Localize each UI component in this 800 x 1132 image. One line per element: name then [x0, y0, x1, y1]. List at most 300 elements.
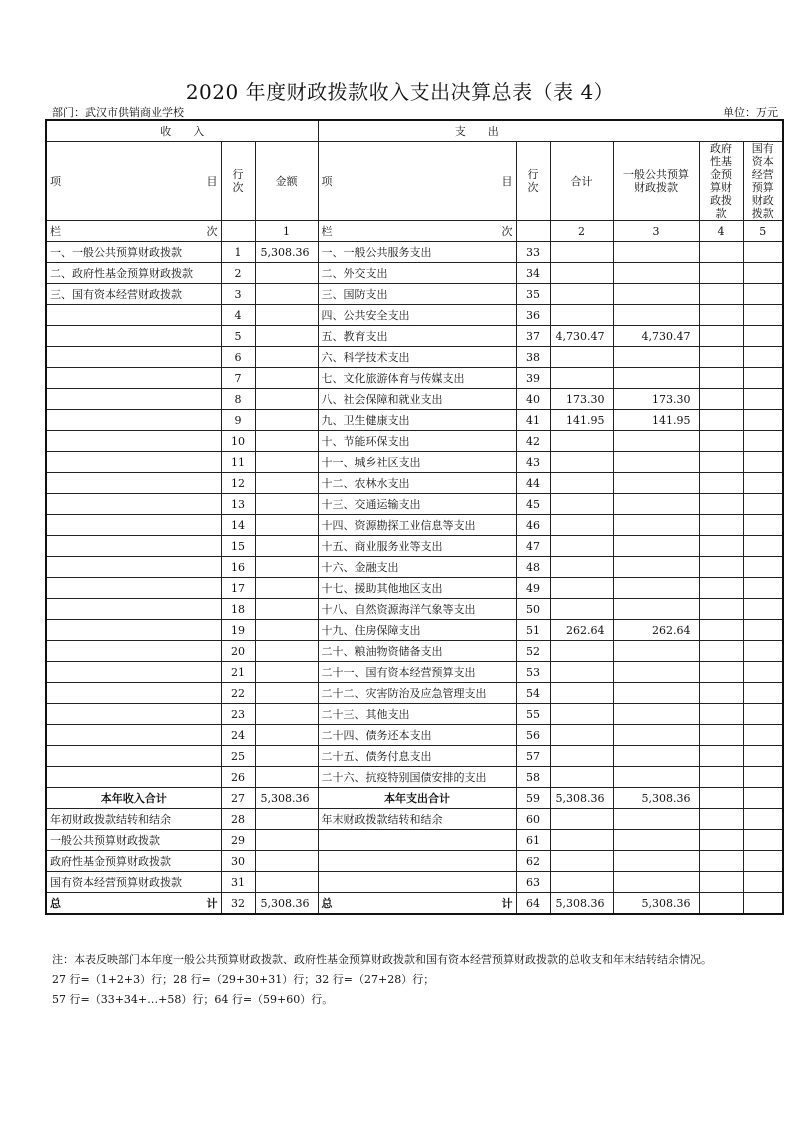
empty-cell [516, 221, 550, 242]
cell-general: 5,308.36 [613, 893, 699, 915]
cell-total [550, 683, 613, 704]
cell-in-no: 20 [221, 641, 255, 662]
cell-fund [699, 746, 743, 767]
cell-total [550, 536, 613, 557]
cell-ex-no: 57 [516, 746, 550, 767]
cell-capital [743, 578, 783, 599]
cell-in-no: 4 [221, 305, 255, 326]
cell-total [550, 431, 613, 452]
cell-capital [743, 494, 783, 515]
column-header-row [46, 142, 783, 221]
table-row [46, 599, 783, 620]
cell-in-item [46, 389, 221, 410]
cell-in-no: 13 [221, 494, 255, 515]
cell-total: 4,730.47 [550, 326, 613, 347]
cell-general [613, 473, 699, 494]
cell-total [550, 305, 613, 326]
cell-ex-item: 七、文化旅游体育与传媒支出 [318, 368, 516, 389]
cell-capital [743, 557, 783, 578]
cell-ex-item [318, 872, 516, 893]
cell-total [550, 515, 613, 536]
cell-general [613, 557, 699, 578]
cell-total [550, 473, 613, 494]
cell-total [550, 284, 613, 305]
table-row [46, 431, 783, 452]
cell-in-item [46, 599, 221, 620]
cell-capital [743, 704, 783, 725]
column-index-row [46, 221, 783, 242]
table-row [46, 263, 783, 284]
cell-fund [699, 284, 743, 305]
total-header: 合计 [550, 142, 613, 221]
cell-fund [699, 662, 743, 683]
cell-ex-no: 51 [516, 620, 550, 641]
cell-in-amt [255, 683, 318, 704]
expense-item-header [318, 142, 516, 221]
cell-in-item: 一般公共预算财政拨款 [46, 830, 221, 851]
cell-ex-item: 六、科学技术支出 [318, 347, 516, 368]
cell-ex-no: 63 [516, 872, 550, 893]
cell-in-item: 本年收入合计 [46, 788, 221, 809]
cell-general [613, 452, 699, 473]
cell-ex-no: 55 [516, 704, 550, 725]
cell-ex-no: 59 [516, 788, 550, 809]
gov-fund-header: 政府性基金预算财政拨款 [699, 142, 743, 221]
cell-fund [699, 515, 743, 536]
cell-total [550, 851, 613, 872]
cell-general [613, 872, 699, 893]
table-row [46, 284, 783, 305]
cell-ex-item: 二十四、债务还本支出 [318, 725, 516, 746]
cell-in-amt [255, 578, 318, 599]
cell-in-item: 二、政府性基金预算财政拨款 [46, 263, 221, 284]
cell-general: 5,308.36 [613, 788, 699, 809]
cell-ex-no: 40 [516, 389, 550, 410]
cell-fund [699, 242, 743, 263]
col-index-3: 3 [613, 221, 699, 242]
cell-in-item [46, 536, 221, 557]
cell-ex-item: 二十五、债务付息支出 [318, 746, 516, 767]
cell-in-no: 23 [221, 704, 255, 725]
cell-ex-item [318, 851, 516, 872]
table-row [46, 347, 783, 368]
cell-ex-item: 十八、自然资源海洋气象等支出 [318, 599, 516, 620]
cell-total [550, 242, 613, 263]
cell-ex-no: 45 [516, 494, 550, 515]
cell-capital [743, 410, 783, 431]
cell-in-amt [255, 767, 318, 788]
cell-ex-no: 33 [516, 242, 550, 263]
cell-in-no: 10 [221, 431, 255, 452]
cell-in-amt [255, 809, 318, 830]
cell-in-no: 25 [221, 746, 255, 767]
cell-fund [699, 305, 743, 326]
cell-in-no: 28 [221, 809, 255, 830]
cell-in-no: 15 [221, 536, 255, 557]
subtotal-row [46, 788, 783, 809]
col-index-label [46, 221, 221, 242]
cell-capital [743, 452, 783, 473]
table-row [46, 473, 783, 494]
cell-ex-item: 八、社会保障和就业支出 [318, 389, 516, 410]
cell-ex-no: 46 [516, 515, 550, 536]
cell-in-no: 8 [221, 389, 255, 410]
cell-ex-item [318, 830, 516, 851]
notes [52, 950, 712, 1010]
cell-ex-item: 十二、农林水支出 [318, 473, 516, 494]
cell-capital [743, 620, 783, 641]
cell-in-item [46, 557, 221, 578]
cell-general [613, 662, 699, 683]
section-header-row [46, 120, 783, 142]
table-row [46, 452, 783, 473]
carryover-row [46, 872, 783, 893]
cell-ex-item: 年末财政拨款结转和结余 [318, 809, 516, 830]
cell-in-no: 27 [221, 788, 255, 809]
total-left-char: 总 [321, 897, 333, 910]
cell-capital [743, 515, 783, 536]
table-row [46, 704, 783, 725]
table-row [46, 494, 783, 515]
table-row [46, 368, 783, 389]
cell-general [613, 704, 699, 725]
budget-table [45, 119, 784, 915]
cell-ex-no: 43 [516, 452, 550, 473]
cell-ex-no: 60 [516, 809, 550, 830]
cell-ex-no: 48 [516, 557, 550, 578]
cell-capital [743, 263, 783, 284]
note-line: 注：本表反映部门本年度一般公共预算财政拨款、政府性基金预算财政拨款和国有资本经营预算财政拨款的总收支和年末结转结余情况。 [52, 953, 712, 966]
cell-ex-item: 十四、资源勘探工业信息等支出 [318, 515, 516, 536]
cell-total [550, 746, 613, 767]
cell-in-amt [255, 536, 318, 557]
note-line: 27 行=（1+2+3）行；28 行=（29+30+31）行；32 行=（27+28）行； [52, 973, 435, 986]
table-row [46, 536, 783, 557]
cell-ex-item: 九、卫生健康支出 [318, 410, 516, 431]
cell-capital [743, 347, 783, 368]
table-row [46, 620, 783, 641]
col-index-2: 2 [550, 221, 613, 242]
cell-fund [699, 368, 743, 389]
cell-fund [699, 494, 743, 515]
cell-ex-item: 二、外交支出 [318, 263, 516, 284]
cell-in-no: 29 [221, 830, 255, 851]
cell-in-amt [255, 368, 318, 389]
cell-fund [699, 263, 743, 284]
cell-ex-item: 十九、住房保障支出 [318, 620, 516, 641]
cell-in-no: 6 [221, 347, 255, 368]
page-title: 2020 年度财政拨款收入支出决算总表（表 4） [185, 80, 615, 104]
cell-in-amt [255, 263, 318, 284]
cell-in-amt [255, 872, 318, 893]
cell-in-item [46, 704, 221, 725]
cell-in-amt [255, 557, 318, 578]
cell-in-amt [255, 515, 318, 536]
cell-general [613, 347, 699, 368]
cell-in-no: 32 [221, 893, 255, 915]
cell-ex-no: 34 [516, 263, 550, 284]
cell-fund [699, 725, 743, 746]
cell-total: 5,308.36 [550, 893, 613, 915]
amount-header: 金额 [255, 142, 318, 221]
cell-in-amt [255, 599, 318, 620]
table-row [46, 410, 783, 431]
cell-in-no: 3 [221, 284, 255, 305]
cell-ex-no: 38 [516, 347, 550, 368]
cell-general [613, 515, 699, 536]
cell-ex-item: 三、国防支出 [318, 284, 516, 305]
cell-general [613, 809, 699, 830]
cell-total [550, 872, 613, 893]
cell-in-item: 政府性基金预算财政拨款 [46, 851, 221, 872]
cell-fund [699, 620, 743, 641]
cell-capital [743, 767, 783, 788]
cell-ex-item: 十七、援助其他地区支出 [318, 578, 516, 599]
cell-total [550, 725, 613, 746]
cell-in-amt [255, 746, 318, 767]
cell-in-no: 9 [221, 410, 255, 431]
cell-ex-item: 二十、粮油物资储备支出 [318, 641, 516, 662]
cell-total [550, 599, 613, 620]
cell-in-amt [255, 662, 318, 683]
cell-fund [699, 326, 743, 347]
cell-fund [699, 347, 743, 368]
cell-in-item [46, 746, 221, 767]
cell-ex-item: 四、公共安全支出 [318, 305, 516, 326]
cell-capital [743, 242, 783, 263]
cell-in-item [46, 347, 221, 368]
cell-in-amt [255, 305, 318, 326]
cell-capital [743, 725, 783, 746]
cell-ex-item: 二十二、灾害防治及应急管理支出 [318, 683, 516, 704]
cell-fund [699, 767, 743, 788]
cell-in-no: 17 [221, 578, 255, 599]
cell-ex-item: 十六、金融支出 [318, 557, 516, 578]
cell-in-no: 21 [221, 662, 255, 683]
cell-ex-no: 54 [516, 683, 550, 704]
cell-in-amt [255, 389, 318, 410]
cell-general [613, 851, 699, 872]
expense-row-no-header: 行次 [516, 142, 550, 221]
col-right-label: 次 [206, 225, 218, 238]
cell-ex-item: 本年支出合计 [318, 788, 516, 809]
table-row [46, 725, 783, 746]
cell-fund [699, 872, 743, 893]
cell-in-amt [255, 641, 318, 662]
cell-in-item: 国有资本经营预算财政拨款 [46, 872, 221, 893]
cell-in-no: 1 [221, 242, 255, 263]
total-left-char: 总 [50, 897, 61, 910]
cell-total: 262.64 [550, 620, 613, 641]
cell-ex-no: 61 [516, 830, 550, 851]
cell-in-no: 22 [221, 683, 255, 704]
item-left-label: 项 [50, 175, 61, 188]
cell-in-amt [255, 851, 318, 872]
col-index-5: 5 [743, 221, 783, 242]
cell-in-amt: 5,308.36 [255, 242, 318, 263]
cell-total [550, 767, 613, 788]
cell-fund [699, 431, 743, 452]
cell-in-amt: 5,308.36 [255, 893, 318, 915]
cell-ex-no: 37 [516, 326, 550, 347]
col-left-label: 栏 [50, 225, 61, 238]
cell-total [550, 578, 613, 599]
cell-ex-no: 56 [516, 725, 550, 746]
cell-capital [743, 599, 783, 620]
cell-in-no: 19 [221, 620, 255, 641]
cell-in-no: 24 [221, 725, 255, 746]
cell-total [550, 641, 613, 662]
table-row [46, 683, 783, 704]
cell-in-item [46, 305, 221, 326]
cell-in-amt [255, 452, 318, 473]
cell-total [550, 830, 613, 851]
cell-total: 173.30 [550, 389, 613, 410]
cell-general [613, 767, 699, 788]
cell-general [613, 599, 699, 620]
cell-fund [699, 557, 743, 578]
state-capital-header: 国有资本经营预算财政拨款 [743, 142, 783, 221]
cell-general [613, 284, 699, 305]
cell-in-no: 14 [221, 515, 255, 536]
cell-capital [743, 851, 783, 872]
total-right-char: 计 [206, 897, 218, 910]
cell-capital [743, 326, 783, 347]
table-row [46, 326, 783, 347]
cell-general [613, 641, 699, 662]
cell-in-no: 11 [221, 452, 255, 473]
cell-in-no: 26 [221, 767, 255, 788]
cell-fund [699, 683, 743, 704]
cell-in-item [46, 431, 221, 452]
department-label: 部门：武汉市供销商业学校 [52, 106, 184, 119]
cell-general [613, 494, 699, 515]
cell-fund [699, 830, 743, 851]
cell-ex-item: 五、教育支出 [318, 326, 516, 347]
cell-fund [699, 704, 743, 725]
expense-section-header: 支 出 [318, 120, 783, 142]
cell-capital [743, 788, 783, 809]
col-left-label: 栏 [321, 225, 333, 238]
cell-general [613, 830, 699, 851]
cell-fund [699, 641, 743, 662]
cell-total [550, 557, 613, 578]
cell-ex-no: 35 [516, 284, 550, 305]
item-right-label: 目 [206, 175, 218, 188]
cell-fund [699, 809, 743, 830]
empty-cell [221, 221, 255, 242]
cell-general: 4,730.47 [613, 326, 699, 347]
cell-capital [743, 473, 783, 494]
cell-fund [699, 599, 743, 620]
unit-label: 单位：万元 [723, 106, 778, 119]
cell-in-amt [255, 431, 318, 452]
cell-total [550, 809, 613, 830]
cell-in-amt [255, 620, 318, 641]
cell-general [613, 536, 699, 557]
table-row [46, 641, 783, 662]
cell-general [613, 725, 699, 746]
table-row [46, 515, 783, 536]
income-item-header [46, 142, 221, 221]
cell-in-no: 2 [221, 263, 255, 284]
cell-capital [743, 746, 783, 767]
table-row [46, 242, 783, 263]
cell-in-no: 31 [221, 872, 255, 893]
cell-capital [743, 830, 783, 851]
cell-in-item: 三、国有资本经营财政拨款 [46, 284, 221, 305]
cell-ex-no: 39 [516, 368, 550, 389]
cell-ex-item: 二十六、抗疫特别国债安排的支出 [318, 767, 516, 788]
cell-capital [743, 284, 783, 305]
income-row-no-header: 行次 [221, 142, 255, 221]
cell-in-item [46, 578, 221, 599]
cell-in-item [46, 725, 221, 746]
income-section-header: 收 入 [46, 120, 318, 142]
cell-general [613, 305, 699, 326]
table-row [46, 662, 783, 683]
cell-capital [743, 389, 783, 410]
cell-in-no: 18 [221, 599, 255, 620]
table-row [46, 389, 783, 410]
cell-in-amt [255, 284, 318, 305]
cell-in-amt [255, 704, 318, 725]
cell-in-amt [255, 410, 318, 431]
cell-fund [699, 536, 743, 557]
total-right-char: 计 [501, 897, 513, 910]
cell-in-item [46, 452, 221, 473]
cell-in-item [46, 641, 221, 662]
cell-capital [743, 368, 783, 389]
cell-capital [743, 872, 783, 893]
cell-fund [699, 578, 743, 599]
cell-ex-item: 二十一、国有资本经营预算支出 [318, 662, 516, 683]
cell-general: 141.95 [613, 410, 699, 431]
cell-general [613, 683, 699, 704]
cell-ex-no: 53 [516, 662, 550, 683]
cell-in-item: 年初财政拨款结转和结余 [46, 809, 221, 830]
cell-total [550, 368, 613, 389]
carryover-row [46, 830, 783, 851]
cell-ex-no: 64 [516, 893, 550, 915]
col-index-label [318, 221, 516, 242]
cell-in-amt [255, 494, 318, 515]
cell-capital [743, 431, 783, 452]
cell-general: 262.64 [613, 620, 699, 641]
grand-total-income-label [46, 893, 221, 915]
cell-ex-no: 62 [516, 851, 550, 872]
cell-in-item [46, 410, 221, 431]
cell-in-item [46, 515, 221, 536]
carryover-row [46, 851, 783, 872]
cell-fund [699, 788, 743, 809]
cell-in-no: 7 [221, 368, 255, 389]
cell-ex-no: 52 [516, 641, 550, 662]
cell-in-amt [255, 347, 318, 368]
cell-general [613, 746, 699, 767]
cell-total: 141.95 [550, 410, 613, 431]
cell-ex-no: 36 [516, 305, 550, 326]
cell-general [613, 242, 699, 263]
carryover-row [46, 809, 783, 830]
cell-in-item [46, 767, 221, 788]
cell-in-item [46, 683, 221, 704]
cell-general [613, 263, 699, 284]
cell-general [613, 578, 699, 599]
table-row [46, 767, 783, 788]
cell-total: 5,308.36 [550, 788, 613, 809]
cell-ex-no: 41 [516, 410, 550, 431]
